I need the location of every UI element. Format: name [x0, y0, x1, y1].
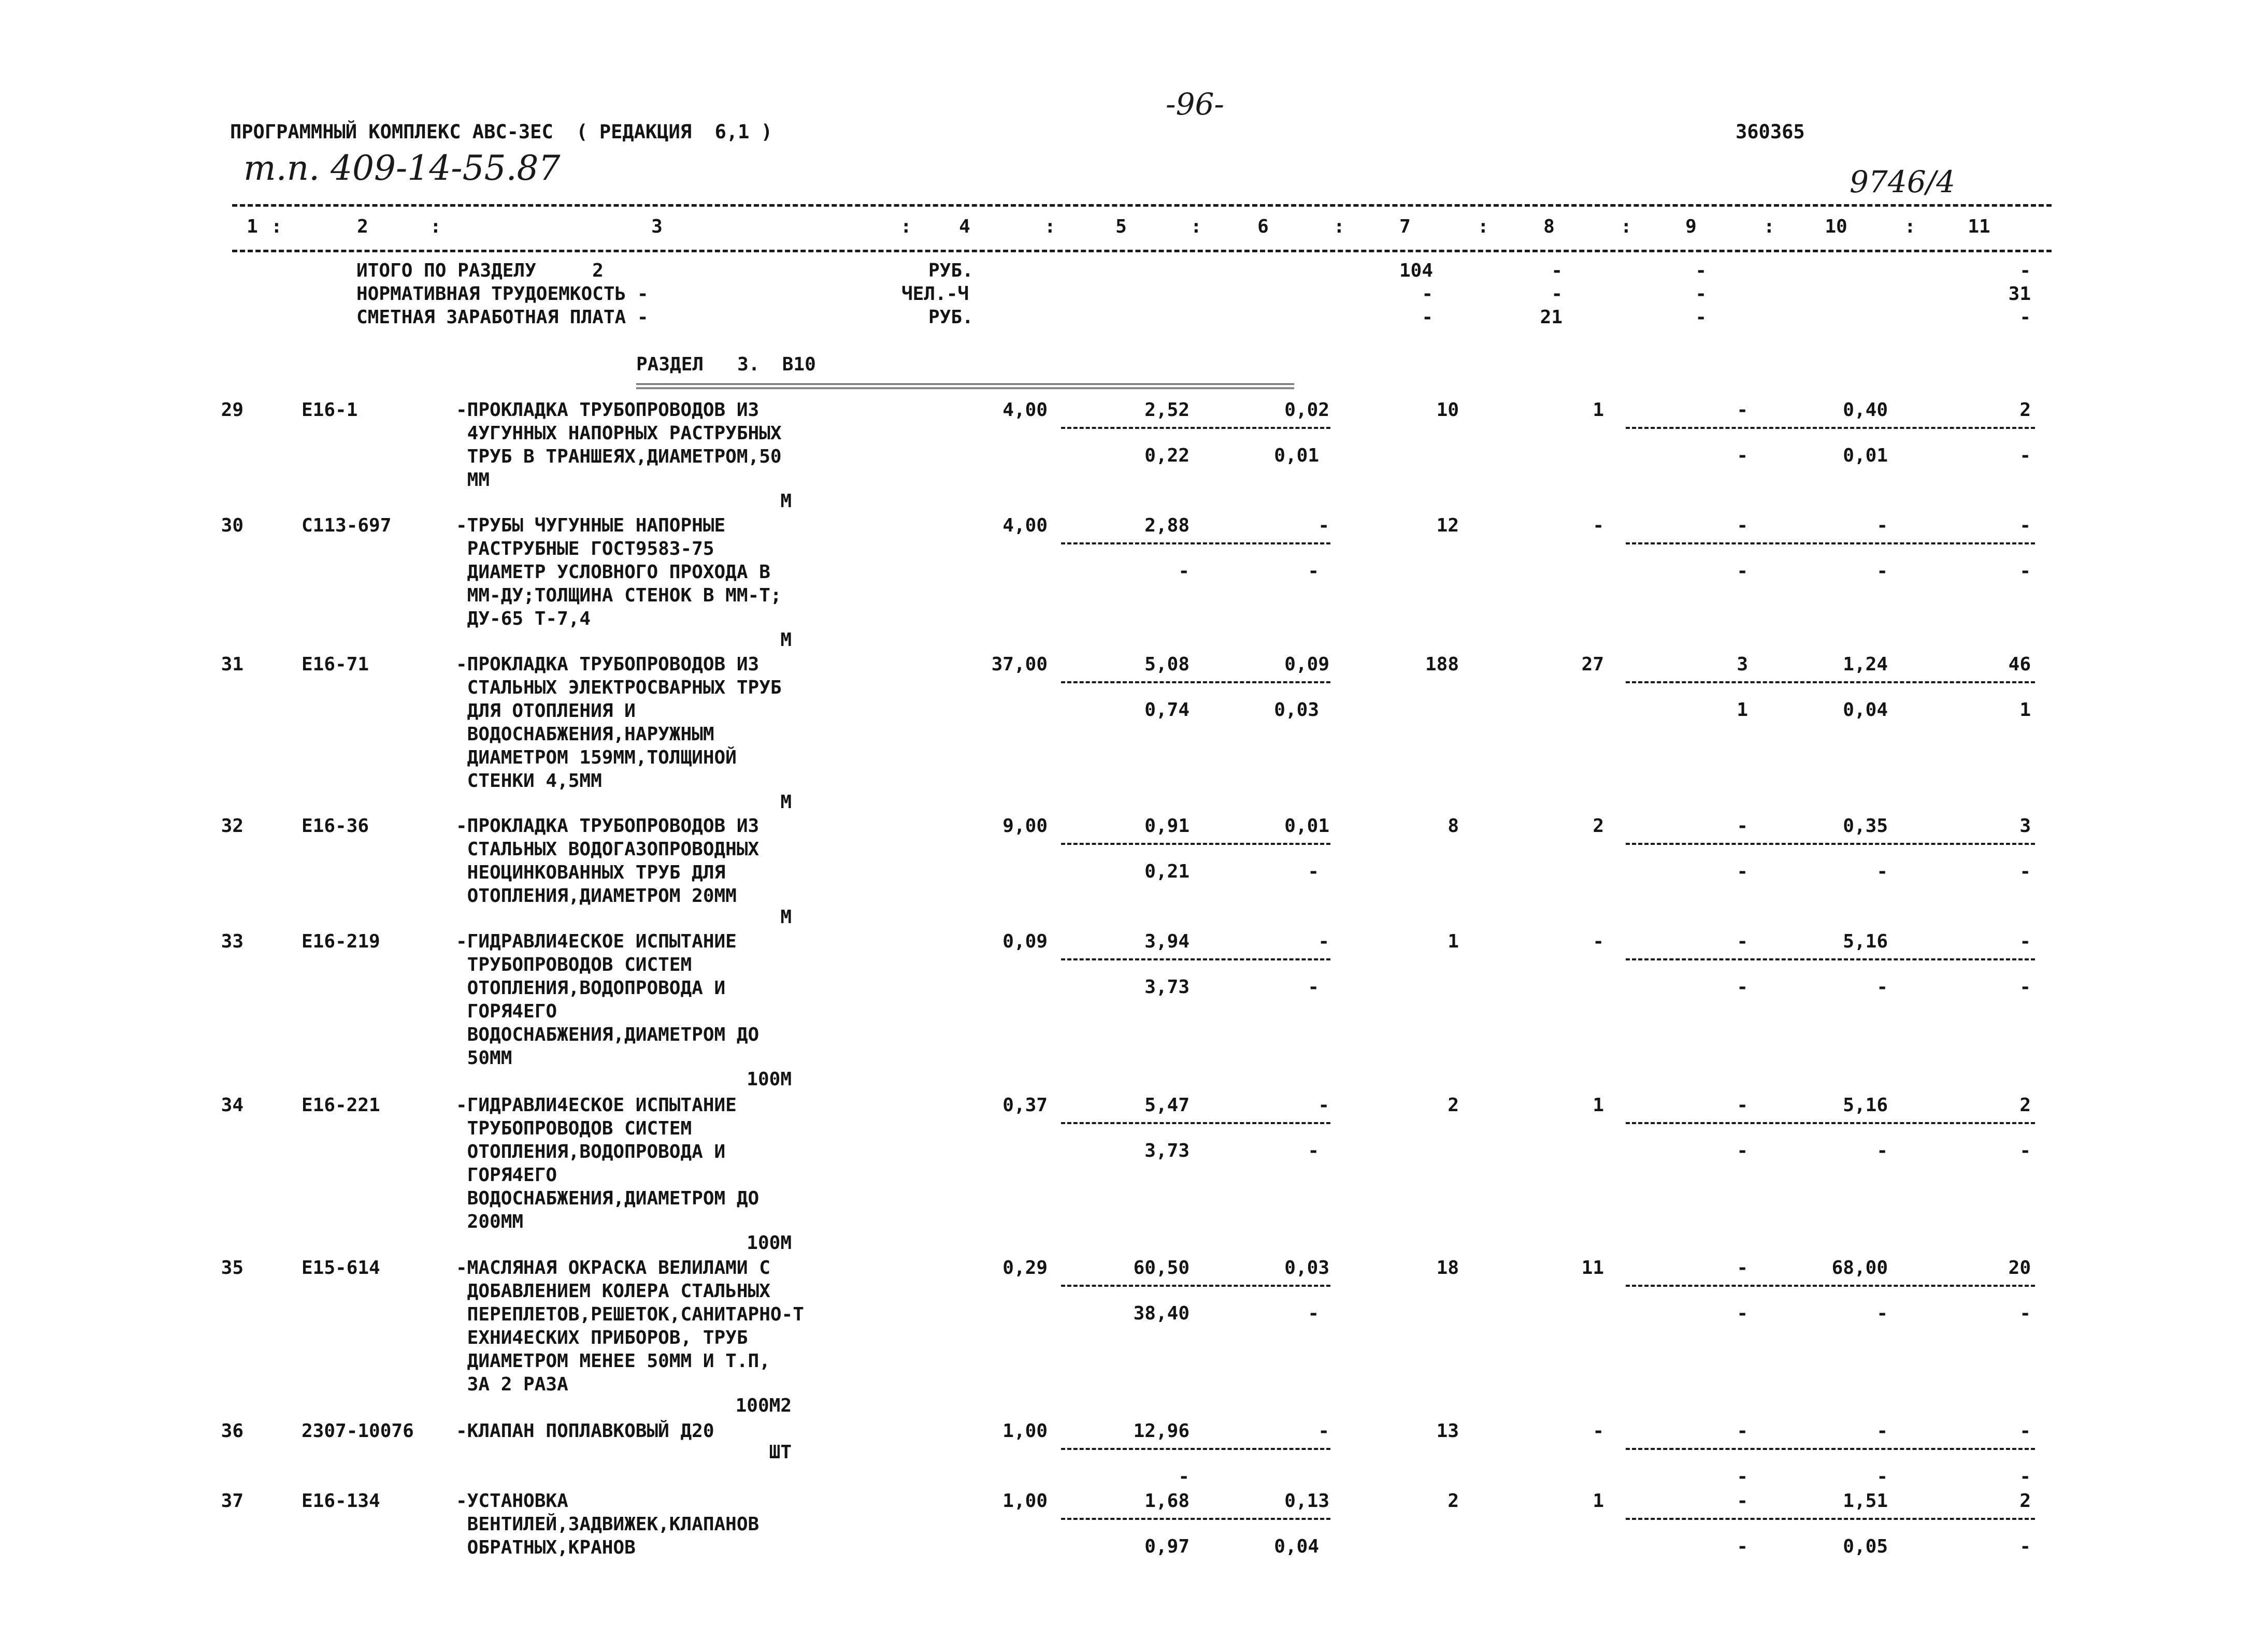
row-unit: 100М	[747, 1069, 792, 1090]
row-col10-bottom: 0,04	[1843, 699, 1888, 721]
column-number-2: 2	[357, 216, 368, 237]
row-col5-top: 5,08	[1144, 654, 1190, 675]
row-description-line: -ГИДРАВЛИ4ЕСКОЕ ИСПЫТАНИЕ	[456, 1095, 737, 1116]
row-code: 2307-10076	[302, 1420, 414, 1442]
column-separator: :	[1044, 216, 1056, 237]
row-divider-col9-11	[1626, 681, 2035, 683]
row-description-line: РАСТРУБНЫЕ ГОСТ9583-75	[456, 538, 714, 559]
row-divider-col9-11	[1626, 1518, 2035, 1520]
row-unit: ШТ	[769, 1442, 792, 1463]
row-number: 29	[221, 399, 243, 421]
row-col6-bottom: 0,04	[1274, 1536, 1319, 1557]
row-col6-bottom: 0,03	[1274, 699, 1319, 721]
row-number: 35	[221, 1257, 243, 1278]
row-col10-bottom: -	[1876, 1303, 1888, 1324]
row-col11-bottom: -	[2019, 445, 2031, 466]
row-col6-top: 0,09	[1284, 654, 1329, 675]
row-quantity: 1,00	[1002, 1420, 1048, 1442]
row-description-line: ПЕРЕПЛЕТОВ,РЕШЕТОК,САНИТАРНО-Т	[456, 1304, 804, 1325]
row-description-line: ОТОПЛЕНИЯ,ВОДОПРОВОДА И	[456, 1141, 726, 1162]
totals-label-2: НОРМАТИВНАЯ ТРУДОЕМКОСТЬ -	[356, 283, 649, 305]
column-number-5: 5	[1115, 216, 1127, 237]
totals-col8-value: 21	[1540, 307, 1563, 328]
row-col5-top: 5,47	[1144, 1095, 1190, 1116]
row-col11-top: 20	[2008, 1257, 2031, 1278]
row-description-line: -КЛАПАН ПОПЛАВКОВЫЙ Д20	[456, 1420, 714, 1442]
row-code: Е16-36	[302, 815, 369, 837]
row-number: 34	[221, 1095, 243, 1116]
row-col8: -	[1593, 931, 1604, 952]
handwritten-project-number: т.п. 409-14-55.87	[243, 148, 561, 188]
column-number-11: 11	[1968, 216, 1990, 237]
row-code: С113-697	[302, 515, 392, 536]
row-col9-top: -	[1737, 815, 1748, 837]
row-col8: 27	[1581, 654, 1604, 675]
totals-unit-1: РУБ.	[928, 260, 973, 281]
row-col10-bottom: -	[1876, 1140, 1888, 1161]
row-divider-col5-6	[1061, 542, 1330, 544]
handwritten-reference: 9746/4	[1850, 164, 1956, 199]
row-col5-bottom: 0,74	[1144, 699, 1190, 721]
row-col10-top: -	[1876, 515, 1888, 536]
column-separator: :	[1191, 216, 1202, 237]
row-description-line: -УСТАНОВКА	[456, 1490, 568, 1512]
row-divider-col5-6	[1061, 1285, 1330, 1287]
row-col8: 2	[1593, 815, 1604, 837]
row-divider-col5-6	[1061, 1518, 1330, 1520]
row-unit: М	[780, 491, 792, 512]
column-number-9: 9	[1685, 216, 1697, 237]
row-number: 30	[221, 515, 243, 536]
row-code: Е16-71	[302, 654, 369, 675]
row-number: 36	[221, 1420, 243, 1442]
row-col11-bottom: -	[2019, 1303, 2031, 1324]
column-number-7: 7	[1399, 216, 1411, 237]
row-col11-top: 2	[2019, 399, 2031, 421]
row-col7: 8	[1448, 815, 1459, 837]
row-col6-bottom: -	[1308, 561, 1319, 582]
row-col5-bottom: -	[1178, 561, 1190, 582]
row-number: 32	[221, 815, 243, 837]
row-col6-bottom: 0,01	[1274, 445, 1319, 466]
row-divider-col9-11	[1626, 542, 2035, 544]
row-divider-col9-11	[1626, 427, 2035, 429]
row-description-line: ЗА 2 РАЗА	[456, 1374, 568, 1395]
totals-col8-value: -	[1551, 260, 1563, 281]
row-description-line: ДИАМЕТРОМ 159ММ,ТОЛЩИНОЙ	[456, 747, 737, 768]
row-quantity: 9,00	[1002, 815, 1048, 837]
row-divider-col9-11	[1626, 1285, 2035, 1287]
row-col9-top: -	[1737, 1095, 1748, 1116]
row-col11-bottom: -	[2019, 1466, 2031, 1487]
row-col9-bottom: 1	[1737, 699, 1748, 721]
totals-col7-value: 104	[1399, 260, 1433, 281]
column-number-6: 6	[1257, 216, 1269, 237]
row-quantity: 0,29	[1002, 1257, 1048, 1278]
row-col11-top: 2	[2019, 1095, 2031, 1116]
row-col7: 18	[1436, 1257, 1459, 1278]
row-description-line: -МАСЛЯНАЯ ОКРАСКА ВЕЛИЛАМИ С	[456, 1257, 770, 1278]
row-col8: -	[1593, 1420, 1604, 1442]
row-description-line: ВЕНТИЛЕЙ,ЗАДВИЖЕК,КЛАПАНОВ	[456, 1514, 760, 1535]
column-number-3: 3	[651, 216, 663, 237]
row-col5-bottom: 0,97	[1144, 1536, 1190, 1557]
row-col6-bottom: -	[1308, 1303, 1319, 1324]
row-description-line: ДОБАВЛЕНИЕМ КОЛЕРА СТАЛЬНЫХ	[456, 1281, 770, 1302]
column-number-8: 8	[1543, 216, 1555, 237]
row-col9-top: -	[1737, 1420, 1748, 1442]
row-description-line: ВОДОСНАБЖЕНИЯ,ДИАМЕТРОМ ДО	[456, 1188, 760, 1209]
row-description-line: ДЛЯ ОТОПЛЕНИЯ И	[456, 700, 636, 722]
row-col5-bottom: 3,73	[1144, 976, 1190, 998]
row-col11-top: -	[2019, 515, 2031, 536]
column-separator: :	[1764, 216, 1775, 237]
row-col7: 1	[1448, 931, 1459, 952]
row-description-line: -ПРОКЛАДКА ТРУБОПРОВОДОВ ИЗ	[456, 654, 760, 675]
row-col6-bottom: -	[1308, 976, 1319, 998]
row-description-line: 50ММ	[456, 1047, 512, 1069]
row-number: 33	[221, 931, 243, 952]
totals-col7-value: -	[1422, 307, 1433, 328]
row-description-line: -ГИДРАВЛИ4ЕСКОЕ ИСПЫТАНИЕ	[456, 931, 737, 952]
row-unit: М	[780, 629, 792, 651]
totals-col11-value: 31	[2008, 283, 2031, 305]
row-col10-top: 5,16	[1843, 1095, 1888, 1116]
row-code: Е16-134	[302, 1490, 380, 1512]
row-description-line: СТАЛЬНЫХ ВОДОГАЗОПРОВОДНЫХ	[456, 839, 760, 860]
row-divider-col5-6	[1061, 958, 1330, 960]
column-separator: :	[1334, 216, 1345, 237]
header-bottom-rule	[232, 250, 2052, 252]
row-divider-col5-6	[1061, 427, 1330, 429]
row-col11-bottom: -	[2019, 861, 2031, 882]
row-col7: 2	[1448, 1490, 1459, 1512]
row-divider-col9-11	[1626, 958, 2035, 960]
row-col8: 1	[1593, 399, 1604, 421]
row-col9-bottom: -	[1737, 1536, 1748, 1557]
row-col11-bottom: -	[2019, 976, 2031, 998]
totals-col8-value: -	[1551, 283, 1563, 305]
totals-unit-2: ЧЕЛ.-Ч	[901, 283, 969, 305]
totals-col9-value: -	[1695, 307, 1707, 328]
row-col9-top: -	[1737, 1257, 1748, 1278]
row-description-line: ТРУБ В ТРАНШЕЯХ,ДИАМЕТРОМ,50	[456, 446, 782, 467]
row-col6-bottom: -	[1308, 861, 1319, 882]
row-col10-bottom: -	[1876, 976, 1888, 998]
program-title: ПРОГРАММНЫЙ КОМПЛЕКС АВС-3ЕС ( РЕДАКЦИЯ 6,1 )	[230, 121, 772, 143]
row-col9-bottom: -	[1737, 445, 1748, 466]
section-underline	[636, 383, 1294, 389]
totals-col9-value: -	[1695, 260, 1707, 281]
row-description-line: СТЕНКИ 4,5ММ	[456, 770, 602, 792]
row-description-line: ОТОПЛЕНИЯ,ВОДОПРОВОДА И	[456, 978, 726, 999]
row-col8: 11	[1581, 1257, 1604, 1278]
row-description-line: ДУ-65 Т-7,4	[456, 608, 591, 629]
row-col5-bottom: 0,22	[1144, 445, 1190, 466]
row-col5-bottom: 0,21	[1144, 861, 1190, 882]
row-col5-bottom: -	[1178, 1466, 1190, 1487]
column-number-4: 4	[959, 216, 970, 237]
row-col9-bottom: -	[1737, 861, 1748, 882]
row-col10-bottom: -	[1876, 861, 1888, 882]
row-description-line: -ПРОКЛАДКА ТРУБОПРОВОДОВ ИЗ	[456, 399, 760, 421]
row-col10-top: 5,16	[1843, 931, 1888, 952]
row-description-line: ОБРАТНЫХ,КРАНОВ	[456, 1537, 636, 1558]
row-col7: 12	[1436, 515, 1459, 536]
row-col10-bottom: -	[1876, 561, 1888, 582]
column-separator: :	[430, 216, 441, 237]
row-col11-top: -	[2019, 931, 2031, 952]
row-description-line: -ТРУБЫ ЧУГУННЫЕ НАПОРНЫЕ	[456, 515, 726, 536]
row-col8: 1	[1593, 1490, 1604, 1512]
row-col9-bottom: -	[1737, 561, 1748, 582]
column-separator: :	[271, 216, 282, 237]
row-col6-top: 0,02	[1284, 399, 1329, 421]
row-col5-bottom: 38,40	[1133, 1303, 1190, 1324]
row-col10-bottom: 0,05	[1843, 1536, 1888, 1557]
row-description-line: ТРУБОПРОВОДОВ СИСТЕМ	[456, 1118, 692, 1139]
row-quantity: 4,00	[1002, 515, 1048, 536]
row-quantity: 4,00	[1002, 399, 1048, 421]
row-col8: 1	[1593, 1095, 1604, 1116]
row-description-line: ГОРЯ4ЕГО	[456, 1165, 557, 1186]
column-separator: :	[1478, 216, 1489, 237]
row-col5-bottom: 3,73	[1144, 1140, 1190, 1161]
row-divider-col9-11	[1626, 1122, 2035, 1124]
row-col6-top: -	[1318, 1420, 1329, 1442]
row-col10-top: 1,51	[1843, 1490, 1888, 1512]
row-unit: 100М	[747, 1232, 792, 1254]
row-number: 31	[221, 654, 243, 675]
row-col10-top: 1,24	[1843, 654, 1888, 675]
totals-col9-value: -	[1695, 283, 1707, 305]
row-code: Е15-614	[302, 1257, 380, 1278]
row-description-line: ДИАМЕТРОМ МЕНЕЕ 50ММ И Т.П,	[456, 1351, 770, 1372]
row-divider-col5-6	[1061, 681, 1330, 683]
row-description-line: ОТОПЛЕНИЯ,ДИАМЕТРОМ 20ММ	[456, 885, 737, 907]
row-col7: 2	[1448, 1095, 1459, 1116]
row-quantity: 0,37	[1002, 1095, 1048, 1116]
row-description-line: ММ-ДУ;ТОЛЩИНА СТЕНОК В ММ-Т;	[456, 585, 782, 606]
row-unit: М	[780, 907, 792, 928]
row-divider-col5-6	[1061, 843, 1330, 845]
row-col6-top: 0,13	[1284, 1490, 1329, 1512]
row-col5-top: 60,50	[1133, 1257, 1190, 1278]
row-description-line: НЕОЦИНКОВАННЫХ ТРУБ ДЛЯ	[456, 862, 726, 883]
row-col9-bottom: -	[1737, 1140, 1748, 1161]
row-col11-bottom: 1	[2019, 699, 2031, 721]
column-separator: :	[900, 216, 912, 237]
column-separator: :	[1621, 216, 1632, 237]
row-description-line: ТРУБОПРОВОДОВ СИСТЕМ	[456, 954, 692, 975]
row-col5-top: 2,52	[1144, 399, 1190, 421]
row-description-line: 200ММ	[456, 1211, 524, 1232]
row-col9-top: 3	[1737, 654, 1748, 675]
row-quantity: 1,00	[1002, 1490, 1048, 1512]
section-title: РАЗДЕЛ 3. В10	[636, 354, 816, 375]
row-divider-col5-6	[1061, 1122, 1330, 1124]
row-col11-top: -	[2019, 1420, 2031, 1442]
row-col9-top: -	[1737, 515, 1748, 536]
totals-label-3: СМЕТНАЯ ЗАРАБОТНАЯ ПЛАТА -	[356, 307, 649, 328]
row-col11-top: 3	[2019, 815, 2031, 837]
row-col5-top: 12,96	[1133, 1420, 1190, 1442]
row-col7: 10	[1436, 399, 1459, 421]
row-description-line: ММ	[456, 469, 490, 491]
totals-col11-value: -	[2019, 307, 2031, 328]
row-col5-top: 3,94	[1144, 931, 1190, 952]
row-col5-top: 1,68	[1144, 1490, 1190, 1512]
row-col9-top: -	[1737, 1490, 1748, 1512]
row-description-line: ДИАМЕТР УСЛОВНОГО ПРОХОДА В	[456, 562, 770, 583]
row-code: Е16-221	[302, 1095, 380, 1116]
row-col8: -	[1593, 515, 1604, 536]
column-number-1: 1	[247, 216, 258, 237]
row-description-line: ЕХНИ4ЕСКИХ ПРИБОРОВ, ТРУБ	[456, 1327, 748, 1348]
row-col7: 188	[1425, 654, 1459, 675]
row-col11-top: 2	[2019, 1490, 2031, 1512]
row-quantity: 37,00	[991, 654, 1048, 675]
row-description-line: 4УГУННЫХ НАПОРНЫХ РАСТРУБНЫХ	[456, 423, 782, 444]
row-description-line: СТАЛЬНЫХ ЭЛЕКТРОСВАРНЫХ ТРУБ	[456, 677, 782, 698]
row-col11-bottom: -	[2019, 561, 2031, 582]
row-col6-top: -	[1318, 1095, 1329, 1116]
row-code: Е16-1	[302, 399, 358, 421]
row-code: Е16-219	[302, 931, 380, 952]
row-col10-top: 68,00	[1831, 1257, 1888, 1278]
row-col9-bottom: -	[1737, 976, 1748, 998]
row-col5-top: 0,91	[1144, 815, 1190, 837]
row-col6-top: -	[1318, 515, 1329, 536]
header-top-rule	[232, 204, 2052, 207]
row-col6-bottom: -	[1308, 1140, 1319, 1161]
row-col6-top: -	[1318, 931, 1329, 952]
totals-unit-3: РУБ.	[928, 307, 973, 328]
row-col6-top: 0,01	[1284, 815, 1329, 837]
row-col9-bottom: -	[1737, 1303, 1748, 1324]
row-quantity: 0,09	[1002, 931, 1048, 952]
row-col10-top: 0,40	[1843, 399, 1888, 421]
page-number: -96-	[1166, 87, 1224, 122]
row-col9-top: -	[1737, 399, 1748, 421]
totals-col11-value: -	[2019, 260, 2031, 281]
row-col10-bottom: -	[1876, 1466, 1888, 1487]
row-divider-col5-6	[1061, 1448, 1330, 1450]
row-divider-col9-11	[1626, 1448, 2035, 1450]
row-col10-top: 0,35	[1843, 815, 1888, 837]
row-description-line: ВОДОСНАБЖЕНИЯ,НАРУЖНЫМ	[456, 724, 714, 745]
row-col10-top: -	[1876, 1420, 1888, 1442]
row-description-line: ГОРЯ4ЕГО	[456, 1001, 557, 1022]
totals-col7-value: -	[1422, 283, 1433, 305]
row-number: 37	[221, 1490, 243, 1512]
row-description-line: -ПРОКЛАДКА ТРУБОПРОВОДОВ ИЗ	[456, 815, 760, 837]
row-unit: 100М2	[735, 1395, 792, 1416]
row-col7: 13	[1436, 1420, 1459, 1442]
row-divider-col9-11	[1626, 843, 2035, 845]
column-number-10: 10	[1825, 216, 1847, 237]
row-col11-bottom: -	[2019, 1536, 2031, 1557]
row-unit: М	[780, 792, 792, 813]
row-col9-bottom: -	[1737, 1466, 1748, 1487]
row-col11-bottom: -	[2019, 1140, 2031, 1161]
row-col11-top: 46	[2008, 654, 2031, 675]
row-col10-bottom: 0,01	[1843, 445, 1888, 466]
column-separator: :	[1904, 216, 1916, 237]
row-col5-top: 2,88	[1144, 515, 1190, 536]
document-code: 360365	[1736, 121, 1805, 143]
row-description-line: ВОДОСНАБЖЕНИЯ,ДИАМЕТРОМ ДО	[456, 1024, 760, 1045]
totals-label-1: ИТОГО ПО РАЗДЕЛУ 2	[356, 260, 604, 281]
row-col9-top: -	[1737, 931, 1748, 952]
row-col6-top: 0,03	[1284, 1257, 1329, 1278]
